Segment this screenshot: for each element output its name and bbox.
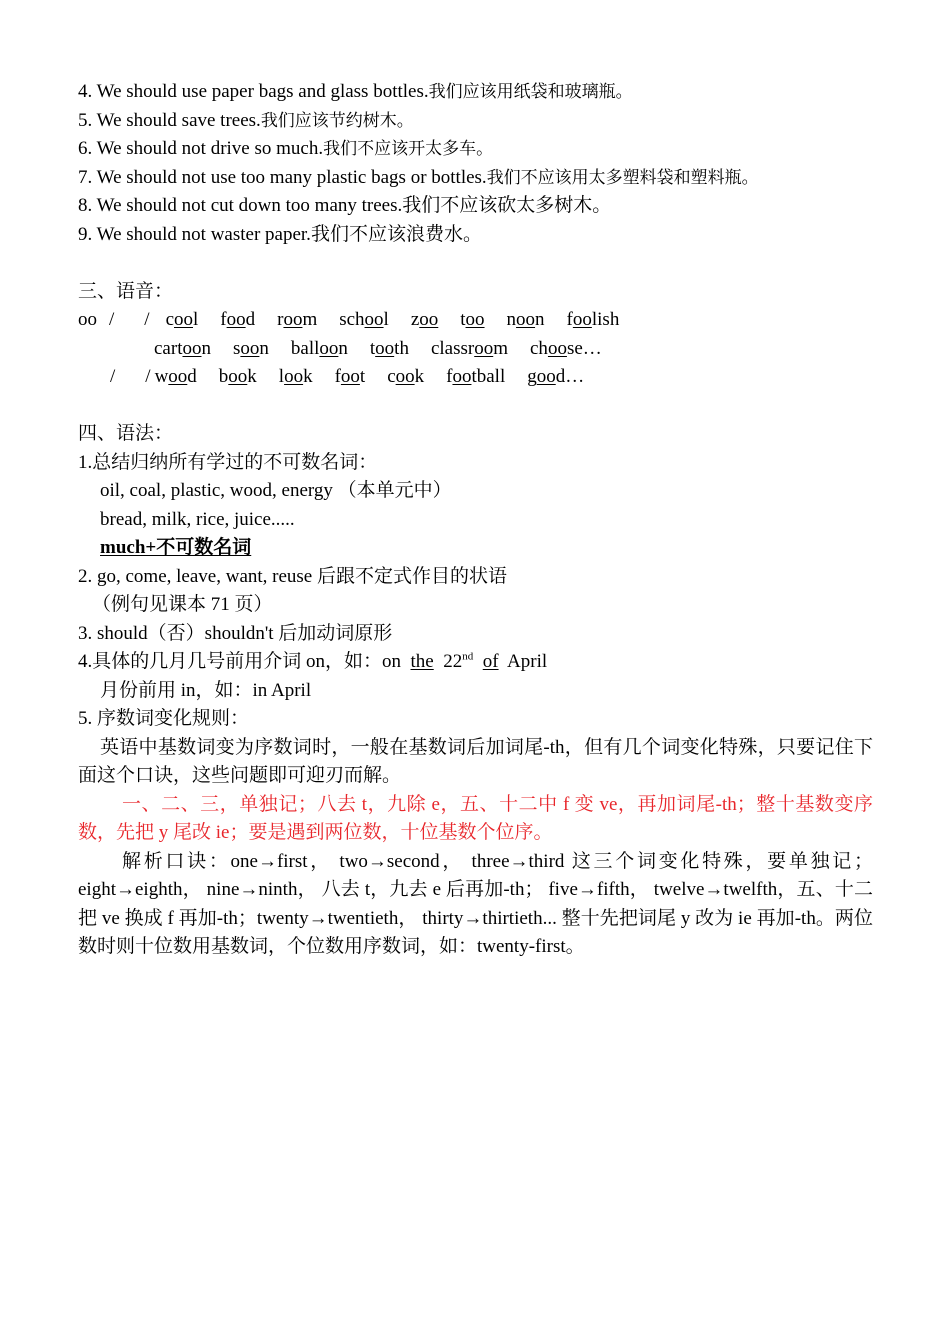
phonics-word: tooth: [369, 337, 409, 359]
oo-underline: oo: [283, 309, 303, 330]
grammar-item-4-line-2: 月份前用 in，如：in April: [100, 679, 312, 701]
item4-month: April: [498, 651, 548, 672]
grammar-item-2-line-2: （例句见课本 71 页）: [92, 594, 273, 615]
phonics-prefix: oo: [78, 309, 97, 330]
oo-underline: oo: [168, 366, 188, 387]
phonics-slash-left: /: [110, 366, 116, 387]
item4-the: the: [410, 651, 434, 672]
phonics-words: [154, 335, 624, 364]
phonics-word: cook: [387, 366, 425, 387]
oo-underline: oo: [452, 366, 472, 387]
sentence-zh: 我们不应该用太多塑料袋和塑料瓶。: [486, 167, 759, 187]
grammar-item-1-line-1: oil, coal, plastic, wood, energy （本单元中）: [100, 480, 452, 501]
phonics-row-2: [78, 335, 873, 364]
document-page: [78, 78, 873, 962]
sentence-zh: 我们不应该浪费水。: [310, 223, 482, 245]
sentence-zh: 我们应该用纸袋和玻璃瓶。: [428, 82, 633, 101]
oo-underline: oo: [419, 309, 439, 330]
oo-underline: oo: [375, 337, 395, 359]
item4-of: of: [482, 651, 499, 672]
oo-underline: oo: [240, 337, 260, 359]
rhyme-analysis: 解析口诀：one→first， two→second， three→third 这三个词变化特殊，要单独记；eight→eighth， nine→ninth， 八去 t，九去 e 后再加-th； five→fifth， twelve→twelfth，五、十二把 ve 换成 f 再加-th；twenty→twentieth， thirty→thirtieth... 整十先把词尾 y 改为 ie 再加-th。两位数时则十位数用基数词，个位数用序数词，如：twenty-first。: [78, 850, 873, 957]
phonics-word: book: [218, 366, 257, 387]
sentence-zh: 我们不应该砍太多树木。: [402, 195, 612, 216]
sentence-zh: 我们应该节约树木。: [260, 110, 414, 130]
grammar-item-5-title: 5. 序数词变化规则：: [78, 708, 250, 729]
oo-underline: oo: [572, 309, 592, 330]
phonics-word: noon: [506, 309, 545, 330]
phonics-word: food: [220, 309, 256, 330]
phonics-heading: 三、语音：: [78, 280, 174, 302]
sentence-6: [78, 135, 873, 164]
oo-underline: oo: [174, 309, 193, 330]
oo-underline: oo: [228, 366, 248, 387]
sentence-en: 6. We should not drive so much.: [78, 138, 324, 159]
phonics-slash-right: /: [144, 309, 150, 330]
oo-underline: oo: [284, 366, 304, 387]
grammar-heading: 四、语法：: [78, 423, 174, 444]
item4-superscript: nd: [462, 650, 474, 663]
item4-text: 4.具体的几月几号前用介词 on，如：on: [78, 651, 411, 672]
sentence-8: [78, 192, 873, 221]
sentence-en: 4. We should use paper bags and glass bottles.: [78, 81, 429, 102]
grammar-item-4-line-1: [78, 648, 873, 677]
phonics-word: soon: [232, 337, 269, 359]
oo-underline: oo: [536, 366, 556, 387]
sentence-list: [78, 78, 873, 249]
ordinal-rhyme: 一、二、三，单独记；八去 t，九除 e，五、十二中 f 变 ve，再加词尾-th；整十基数变序数，先把 y 尾改 ie；要是遇到两位数，十位基数个位序。: [78, 793, 873, 843]
oo-underline: oo: [364, 309, 384, 330]
sentence-9: [78, 221, 873, 250]
phonics-word: foolish: [566, 309, 620, 330]
oo-underline: oo: [474, 337, 494, 359]
phonics-word: foot: [334, 366, 366, 387]
phonics-slash-right: /: [145, 366, 151, 387]
oo-underline: oo: [465, 309, 485, 330]
phonics-word: cartoon: [154, 337, 211, 359]
sentence-zh: 我们不应该开太多车。: [323, 139, 494, 158]
phonics-word: cool: [165, 309, 199, 330]
oo-underline: oo: [547, 337, 567, 359]
oo-underline: oo: [226, 309, 246, 330]
phonics-word: school: [339, 309, 389, 330]
much-rule: much+不可数名词: [100, 537, 252, 558]
sentence-en: 5. We should save trees.: [78, 109, 261, 131]
phonics-words: [166, 306, 642, 335]
item4-number: 22: [433, 651, 463, 672]
phonics-word: football: [446, 366, 506, 387]
sentence-7: [78, 164, 873, 193]
grammar-item-3: 3. should（否）shouldn't 后加动词原形: [78, 622, 393, 644]
phonics-word: good…: [527, 366, 585, 387]
oo-underline: oo: [395, 366, 415, 387]
phonics-word: classroom: [430, 337, 508, 359]
phonics-word: balloon: [290, 337, 348, 359]
grammar-item-1-rule: [78, 534, 873, 563]
grammar-item-1-line-2: bread, milk, rice, juice.....: [100, 508, 295, 530]
oo-underline: oo: [340, 366, 360, 387]
phonics-row-1: [78, 306, 873, 335]
oo-underline: oo: [516, 309, 536, 330]
sentence-5: [78, 107, 873, 136]
phonics-word: too: [460, 309, 485, 330]
oo-underline: oo: [182, 337, 202, 359]
grammar-item-1-title: 1.总结归纳所有学过的不可数名词：: [78, 451, 378, 473]
sentence-en: 8. We should not cut down too many trees.: [78, 195, 403, 216]
phonics-word: choose…: [530, 337, 602, 359]
phonics-word: zoo: [410, 309, 439, 330]
grammar-item-2-line-1: 2. go, come, leave, want, reuse 后跟不定式作目的状语: [78, 565, 507, 587]
spacer: [78, 392, 873, 421]
phonics-word: look: [278, 366, 313, 387]
oo-underline: oo: [319, 337, 339, 359]
grammar-item-5-paragraph: 英语中基数词变为序数词时，一般在基数词后加词尾-th，但有几个词变化特殊，只要记住下面这个口诀，这些问题即可迎刃而解。: [78, 736, 873, 786]
phonics-slash-left: /: [109, 309, 115, 330]
phonics-words: [155, 363, 607, 392]
sentence-en: 9. We should not waster paper.: [78, 223, 311, 245]
phonics-row-3: [78, 363, 873, 392]
phonics-word: wood: [154, 366, 197, 387]
spacer: [78, 249, 873, 278]
sentence-en: 7. We should not use too many plastic bags or bottles.: [78, 166, 487, 188]
phonics-word: room: [277, 309, 318, 330]
sentence-4: [78, 78, 873, 107]
